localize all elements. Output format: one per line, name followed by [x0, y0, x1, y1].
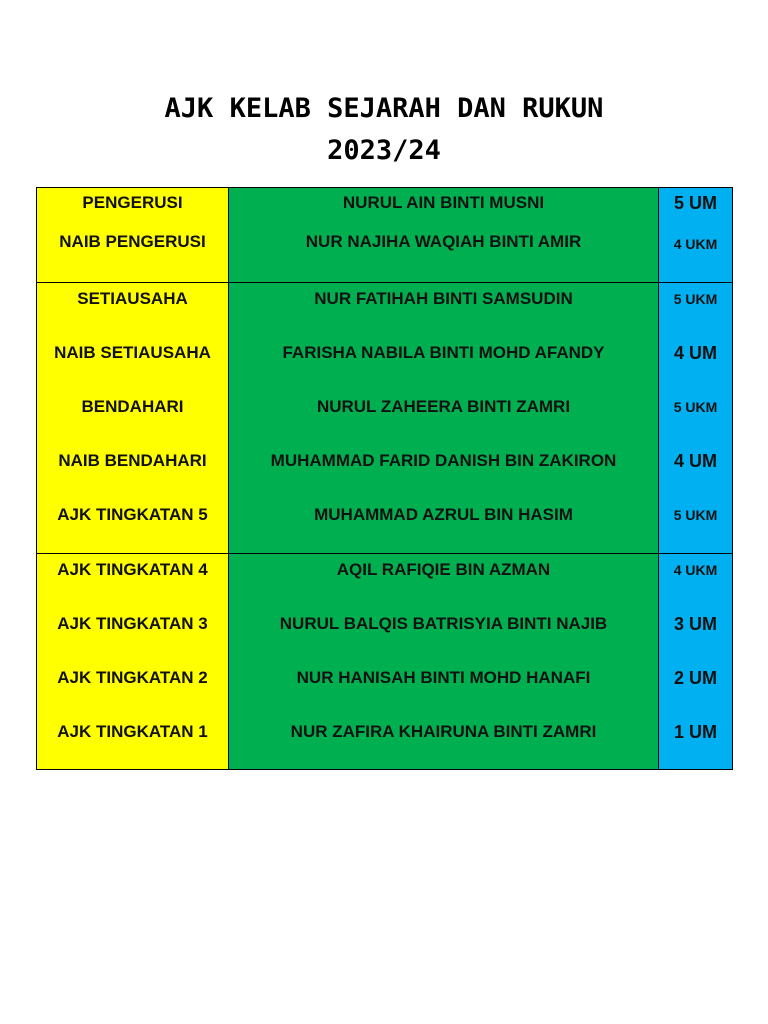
member-name: MUHAMMAD AZRUL BIN HASIM: [314, 505, 573, 524]
role-label: AJK TINGKATAN 5: [57, 505, 208, 524]
name-cell: [229, 608, 659, 662]
form-cell: [659, 608, 733, 662]
document-title: [0, 88, 768, 172]
role-cell: [37, 337, 229, 391]
form-class: 4 UKM: [673, 236, 718, 252]
table-row: [37, 228, 733, 283]
title-line-1: AJK KELAB SEJARAH DAN RUKUN: [164, 93, 604, 124]
form-class: 5 UKM: [673, 399, 718, 415]
member-name: NUR HANISAH BINTI MOHD HANAFI: [296, 668, 591, 687]
table-row: [37, 445, 733, 499]
role-label: BENDAHARI: [81, 397, 184, 416]
role-cell: [37, 499, 229, 554]
title-line-2: 2023/24: [327, 135, 441, 166]
name-cell: [229, 283, 659, 338]
form-cell: [659, 391, 733, 445]
form-cell: [659, 716, 733, 770]
member-name: NURUL BALQIS BATRISYIA BINTI NAJIB: [279, 614, 608, 633]
table-row: [37, 608, 733, 662]
role-label: NAIB PENGERUSI: [59, 232, 206, 251]
member-name: FARISHA NABILA BINTI MOHD AFANDY: [282, 343, 605, 362]
role-label: SETIAUSAHA: [77, 289, 188, 308]
name-cell: [229, 391, 659, 445]
form-class: 4 UM: [673, 451, 717, 471]
role-cell: [37, 554, 229, 609]
table-row: [37, 337, 733, 391]
name-cell: [229, 716, 659, 770]
role-label: AJK TINGKATAN 3: [57, 614, 208, 633]
name-cell: [229, 337, 659, 391]
role-cell: [37, 662, 229, 716]
form-class: 1 UM: [673, 722, 717, 742]
table-row: [37, 391, 733, 445]
role-cell: [37, 716, 229, 770]
form-cell: [659, 337, 733, 391]
member-name: NUR ZAFIRA KHAIRUNA BINTI ZAMRI: [290, 722, 597, 741]
member-name: AQIL RAFIQIE BIN AZMAN: [336, 560, 551, 579]
role-cell: [37, 445, 229, 499]
table-row: [37, 716, 733, 770]
role-label: PENGERUSI: [82, 193, 183, 212]
member-name: NURUL AIN BINTI MUSNI: [342, 193, 545, 212]
member-name: NUR NAJIHA WAQIAH BINTI AMIR: [305, 232, 582, 251]
role-cell: [37, 283, 229, 338]
table-row: [37, 554, 733, 609]
form-class: 5 UKM: [673, 507, 718, 523]
table-row: [37, 283, 733, 338]
form-class: 4 UKM: [673, 562, 718, 578]
form-cell: [659, 228, 733, 283]
member-name: NURUL ZAHEERA BINTI ZAMRI: [316, 397, 571, 416]
role-label: AJK TINGKATAN 4: [57, 560, 208, 579]
table-row: [37, 499, 733, 554]
role-label: AJK TINGKATAN 1: [57, 722, 208, 741]
form-class: 5 UM: [673, 193, 717, 213]
table-row: [37, 188, 733, 229]
role-cell: [37, 391, 229, 445]
name-cell: [229, 662, 659, 716]
role-label: NAIB SETIAUSAHA: [54, 343, 211, 362]
role-cell: [37, 228, 229, 283]
form-cell: [659, 499, 733, 554]
name-cell: [229, 188, 659, 229]
role-label: AJK TINGKATAN 2: [57, 668, 208, 687]
member-name: NUR FATIHAH BINTI SAMSUDIN: [314, 289, 573, 308]
role-label: NAIB BENDAHARI: [58, 451, 207, 470]
form-class: 2 UM: [673, 668, 717, 688]
form-class: 5 UKM: [673, 291, 718, 307]
name-cell: [229, 445, 659, 499]
name-cell: [229, 499, 659, 554]
form-class: 3 UM: [673, 614, 717, 634]
role-cell: [37, 608, 229, 662]
member-name: MUHAMMAD FARID DANISH BIN ZAKIRON: [270, 451, 617, 470]
table-row: [37, 662, 733, 716]
form-cell: [659, 283, 733, 338]
form-cell: [659, 554, 733, 609]
committee-table: [36, 187, 733, 770]
name-cell: [229, 554, 659, 609]
form-cell: [659, 188, 733, 229]
form-cell: [659, 445, 733, 499]
name-cell: [229, 228, 659, 283]
form-cell: [659, 662, 733, 716]
form-class: 4 UM: [673, 343, 717, 363]
role-cell: [37, 188, 229, 229]
